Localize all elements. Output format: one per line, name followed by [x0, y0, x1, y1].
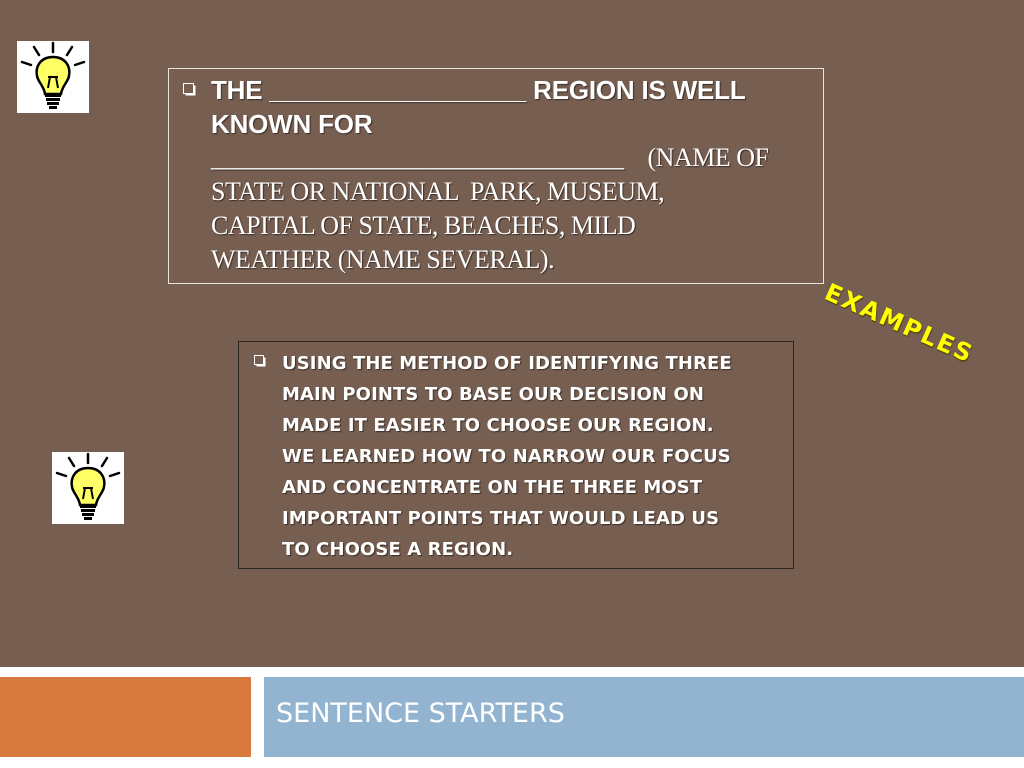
- footer-divider: [0, 667, 1024, 677]
- text-line: THE __________________ REGION IS WELL: [211, 75, 746, 105]
- text-line: AND CONCENTRATE ON THE THREE MOST: [282, 477, 703, 498]
- text-line: _________________________________ (NAME OF: [211, 143, 769, 172]
- footer-gap: [251, 677, 264, 757]
- text-line: TO CHOOSE A REGION.: [282, 539, 514, 560]
- checkbox-bullet-icon: [254, 355, 264, 365]
- lightbulb-icon: [17, 41, 89, 113]
- slide-title: SENTENCE STARTERS: [276, 698, 565, 729]
- text-line: MAIN POINTS TO BASE OUR DECISION ON: [282, 384, 705, 405]
- footer-orange-block: [0, 677, 251, 757]
- lightbulb-icon: [52, 452, 124, 524]
- text-line: MADE IT EASIER TO CHOOSE OUR REGION.: [282, 415, 714, 436]
- checkbox-bullet-icon: [183, 83, 194, 94]
- conclusion-text: [282, 348, 782, 565]
- footer-bottom-edge: [0, 757, 1024, 768]
- text-line: WEATHER (NAME SEVERAL).: [211, 245, 555, 274]
- text-line: IMPORTANT POINTS THAT WOULD LEAD US: [282, 508, 720, 529]
- sentence-starter-text: [211, 73, 817, 277]
- examples-label: EXAMPLES: [820, 278, 979, 369]
- text-line: CAPITAL OF STATE, BEACHES, MILD: [211, 211, 636, 240]
- text-line: KNOWN FOR: [211, 109, 373, 139]
- text-line: WE LEARNED HOW TO NARROW OUR FOCUS: [282, 446, 731, 467]
- text-line: USING THE METHOD OF IDENTIFYING THREE: [282, 353, 732, 374]
- text-line: STATE OR NATIONAL PARK, MUSEUM,: [211, 177, 665, 206]
